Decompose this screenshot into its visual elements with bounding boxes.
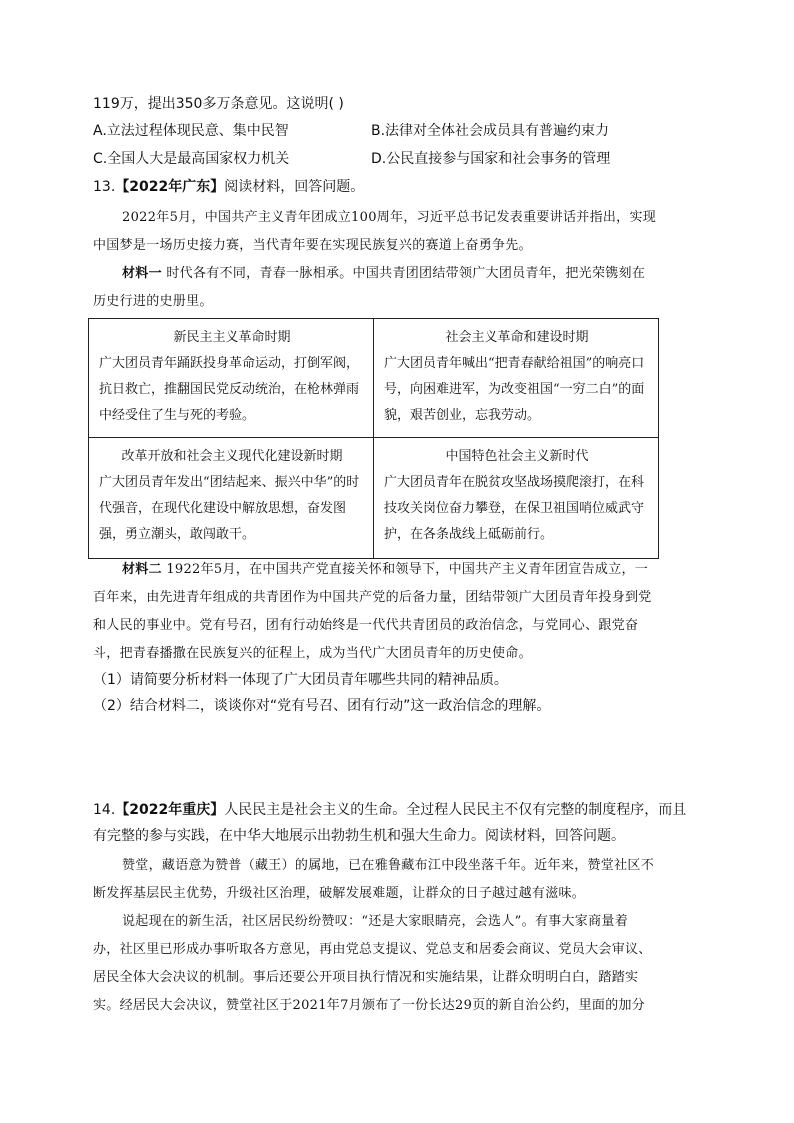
q14-body-line: 说起现在的新生活，社区居民纷纷赞叹：“还是大家眼睛亮，会选人”。有事大家商量着 [122,914,628,929]
q13-header [93,177,364,197]
material2-label: 材料二 [122,562,162,577]
q14-body-line: 实。经居民大会决议，赞堂社区于2021年7月颁布了一份长达29页的新自治公约，里面的加分 [93,998,646,1013]
material1-label: 材料一 [122,266,162,281]
table-cell [374,319,659,438]
q12-option-d: D.公民直接参与国家和社会事务的管理 [371,151,611,167]
q14-body-line: 办，社区里已形成办事听取各方意见，再由党总支提议、党总支和居委会商议、党员大会审议、 [93,942,652,957]
q14-source: 【2022年重庆】 [115,802,225,818]
period-description: 广大团员青年发出“团结起来、振兴中华”的时代强音，在现代化建设中解放思想，奋发图强，勇立潮头，敢闯敢干。 [99,475,360,542]
q12-option-c: C.全国人大是最高国家权力机关 [93,151,290,167]
q14-prompt-line: 有完整的参与实践，在中华大地展示出勃勃生机和强大生命力。阅读材料，回答问题。 [93,828,625,844]
q13-intro-line: 中国梦是一场历史接力赛，当代青年要在实现民族复兴的赛道上奋勇争先。 [93,238,532,253]
q13-material2-line: 百年来，由先进青年组成的共青团作为中国共产党的后备力量，团结带领广大团员青年投身到党 [93,590,652,605]
period-title: 中国特色社会主义新时代 [445,449,589,464]
period-title: 新民主主义革命时期 [173,330,291,345]
q13-source: 【2022年广东】 [115,179,225,195]
q13-number: 13. [93,179,116,195]
q14-body-line: 居民全体大会决议的机制。事后还要公开项目执行情况和实施结果，让群众明明白白，踏踏实 [93,970,639,985]
period-description: 广大团员青年在脱贫攻坚战场摸爬滚打，在科技攻关岗位奋力攀登，在保卫祖国哨位威武守护，在各条战线上砥砺前行。 [384,475,645,542]
table-cell [89,319,374,438]
q13-material2-line: 材料二 1922年5月，在中国共产党直接关怀和领导下，中国共产主义青年团宣告成立，一 [122,562,649,577]
period-title: 改革开放和社会主义现代化建设新时期 [121,449,343,464]
material1-table [88,318,659,559]
q13-prompt: 阅读材料，回答问题。 [224,179,365,195]
q12-stem-tail: 119万，提出350多万条意见。这说明( ) [93,96,344,112]
q13-question-1: （1）请简要分析材料一体现了广大团员青年哪些共同的精神品质。 [93,672,508,688]
period-title: 社会主义革命和建设时期 [445,330,589,345]
table-cell [89,438,374,559]
q14-header: 14.【2022年重庆】人民民主是社会主义的生命。全过程人民民主不仅有完整的制度程序，而且 [93,802,687,818]
q13-material2-line: 斗，把青春播撒在民族复兴的征程上，成为当代广大团员青年的历史使命。 [93,646,532,661]
q13-material2-line: 和人民的事业中。党有号召，团有行动始终是一代代共青团员的政治信念，与党同心、跟党奋 [93,618,639,633]
q14-body-line: 断发挥基层民主优势，升级社区治理，破解发展难题，让群众的日子越过越有滋味。 [93,886,586,901]
q13-question-2: （2）结合材料二，谈谈你对“党有号召、团有行动”这一政治信念的理解。 [93,698,551,714]
q14-number: 14. [93,802,116,818]
q13-material1-line: 历史行进的史册里。 [93,294,213,309]
q12-option-a: A.立法过程体现民意、集中民智 [93,123,289,139]
q12-option-b: B.法律对全体社会成员具有普遍约束力 [371,123,610,139]
table-cell [374,438,659,559]
period-description: 广大团员青年喊出“把青春献给祖国”的响亮口号，向困难进军，为改变祖国“一穷二白”的面貌，艰苦创业，忘我劳动。 [384,356,645,423]
q13-intro-line: 2022年5月，中国共产主义青年团成立100周年，习近平总书记发表重要讲话并指出，实现 [122,210,657,225]
period-description: 广大团员青年踊跃投身革命运动，打倒军阀，抗日救亡，推翻国民党反动统治，在枪林弹雨中经受住了生与死的考验。 [99,356,360,423]
q14-body-line: 赞堂，藏语意为赞普（藏王）的属地，已在雅鲁藏布江中段坐落千年。近年来，赞堂社区不 [122,858,655,873]
q13-material1-line: 材料一 时代各有不同，青春一脉相承。中国共青团团结带领广大团员青年，把光荣镌刻在 [122,266,646,281]
